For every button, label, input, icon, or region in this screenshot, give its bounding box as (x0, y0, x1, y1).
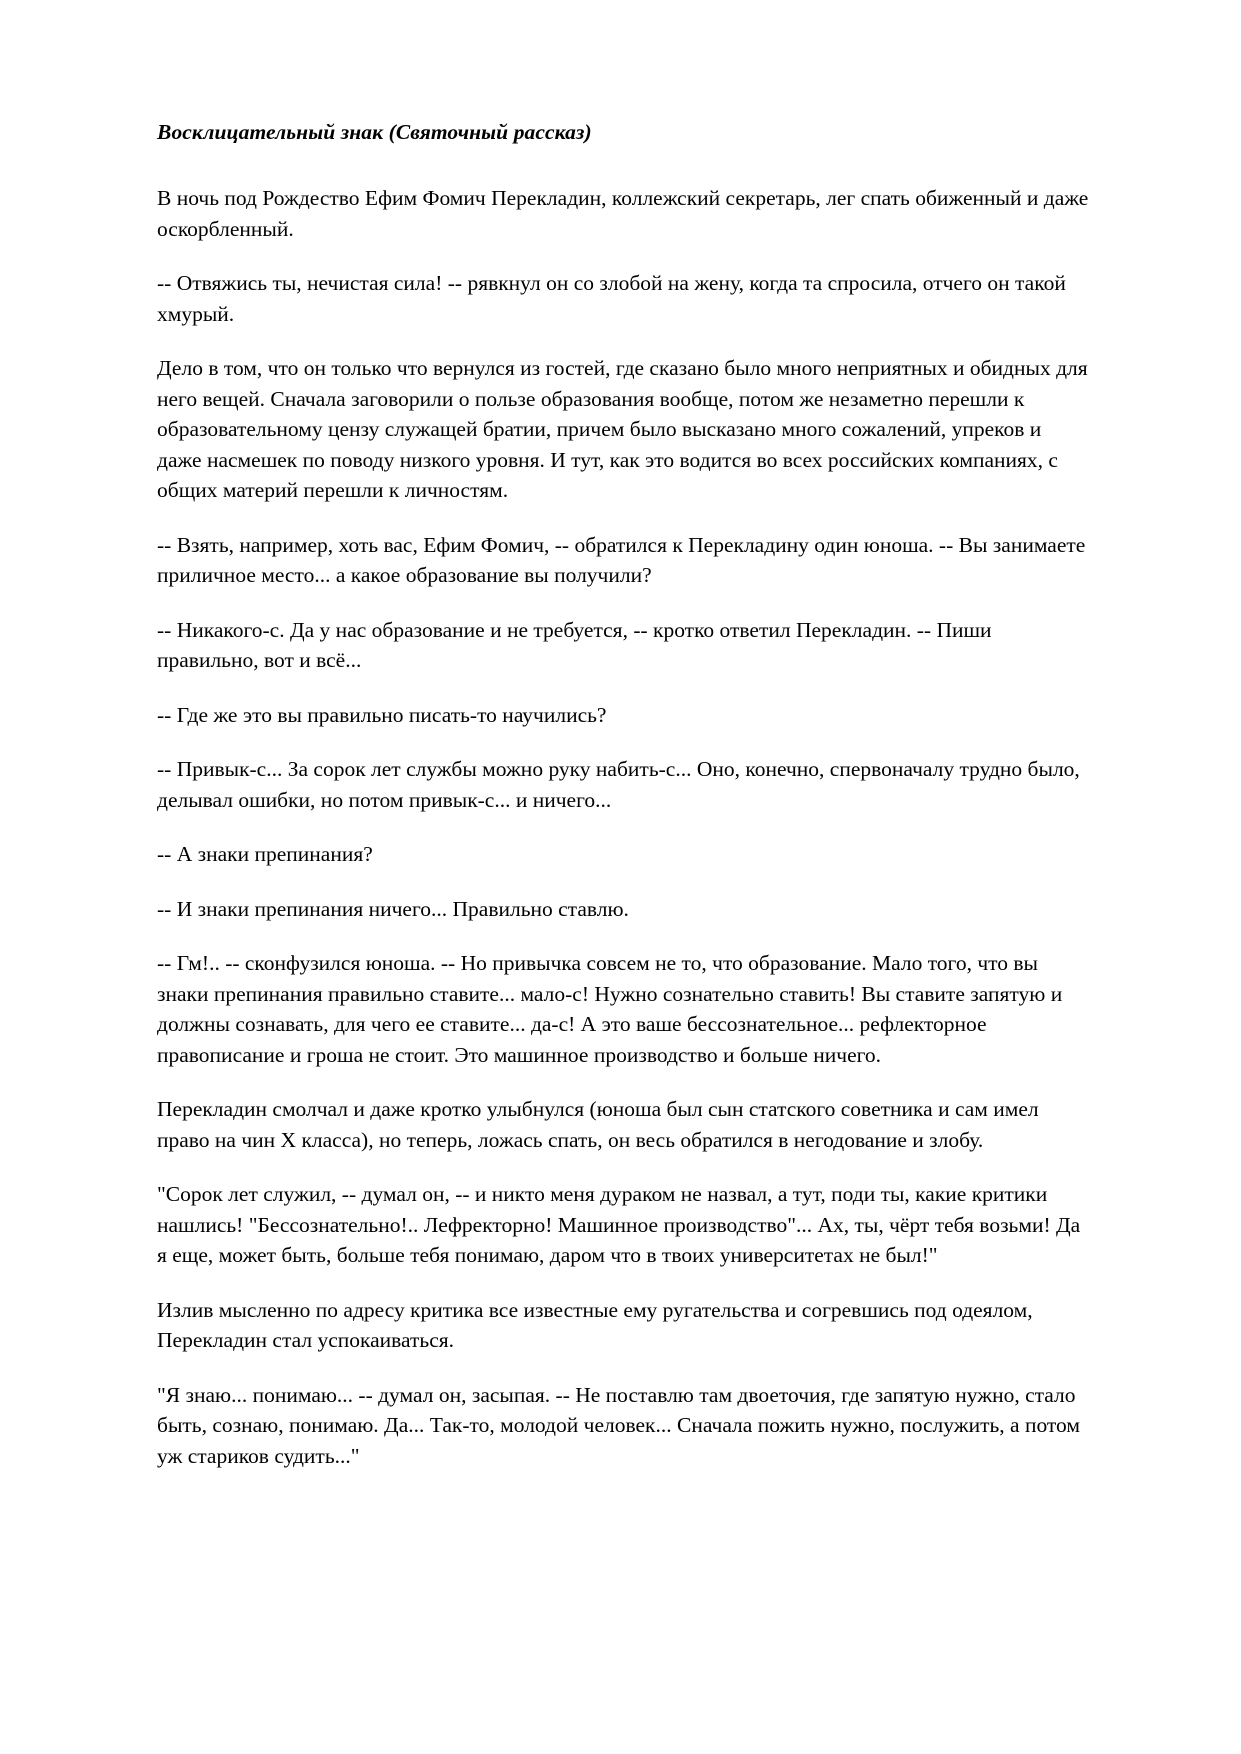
paragraph: "Сорок лет служил, -- думал он, -- и никто меня дураком не назвал, а тут, поди ты, какие критики нашлись! "Бессознательно!.. Лефректорно! Машинное производство"... Ах, ты, чёрт тебя возьми! Да я еще, может быть, больше тебя понимаю, даром что в твоих университетах не был!" (157, 1182, 1081, 1268)
paragraph: Излив мысленно по адресу критика все известные ему ругательства и согревшись под одеялом, Перекладин стал успокаиваться. (157, 1297, 1033, 1353)
paragraph: -- Гм!.. -- сконфузился юноша. -- Но привычка совсем не то, что образование. Мало того, что вы знаки препинания правильно ставите... мало-с! Нужно сознательно ставить! Вы ставите запятую и должны сознавать, для чего ее ставите... да-с! А это ваше бессознательное... рефлекторное правописание и гроша не стоит. Это машинное производство и больше ничего. (157, 951, 1063, 1067)
paragraph: -- А знаки препинания? (157, 842, 373, 867)
paragraph: -- Где же это вы правильно писать-то научились? (157, 702, 607, 727)
document-body (157, 183, 1091, 1472)
paragraph: -- Никакого-с. Да у нас образование и не требуется, -- кротко ответил Перекладин. -- Пиши правильно, вот и всё... (157, 617, 992, 673)
paragraph: -- И знаки препинания ничего... Правильно ставлю. (157, 896, 629, 921)
paragraph: В ночь под Рождество Ефим Фомич Перекладин, коллежский секретарь, лег спать обиженный и даже оскорбленный. (157, 186, 1089, 241)
paragraph: -- Взять, например, хоть вас, Ефим Фомич, -- обратился к Перекладину один юноша. -- Вы занимаете приличное место... а какое образование вы получили? (157, 532, 1086, 588)
paragraph: Перекладин смолчал и даже кротко улыбнулся (юноша был сын статского советника и сам имел право на чин X класса), но теперь, ложась спать, он весь обратился в негодование и злобу. (157, 1097, 1039, 1152)
paragraph: "Я знаю... понимаю... -- думал он, засыпая. -- Не поставлю там двоеточия, где запятую нужно, стало быть, сознаю, понимаю. Да... Так-то, молодой человек... Сначала пожить нужно, послужить, а потом уж стариков судить..." (157, 1382, 1080, 1468)
paragraph: -- Привык-с... За сорок лет службы можно руку набить-с... Оно, конечно, спервоначалу трудно было, делывал ошибки, но потом привык-с... и ничего... (157, 757, 1080, 812)
page-title: Восклицательный знак (Святочный рассказ) (157, 120, 592, 144)
paragraph: Дело в том, что он только что вернулся из гостей, где сказано было много неприятных и обидных для него вещей. Сначала заговорили о пользе образования вообще, потом же незаметно перешли к образовательному цензу служащей братии, причем было высказано много сожалений, упреков и даже насмешек по поводу низкого уровня. И тут, как это водится во всех российских компаниях, с общих материй перешли к личностям. (157, 356, 1088, 503)
paragraph: -- Отвяжись ты, нечистая сила! -- рявкнул он со злобой на жену, когда та спросила, отчего он такой хмурый. (157, 271, 1066, 326)
